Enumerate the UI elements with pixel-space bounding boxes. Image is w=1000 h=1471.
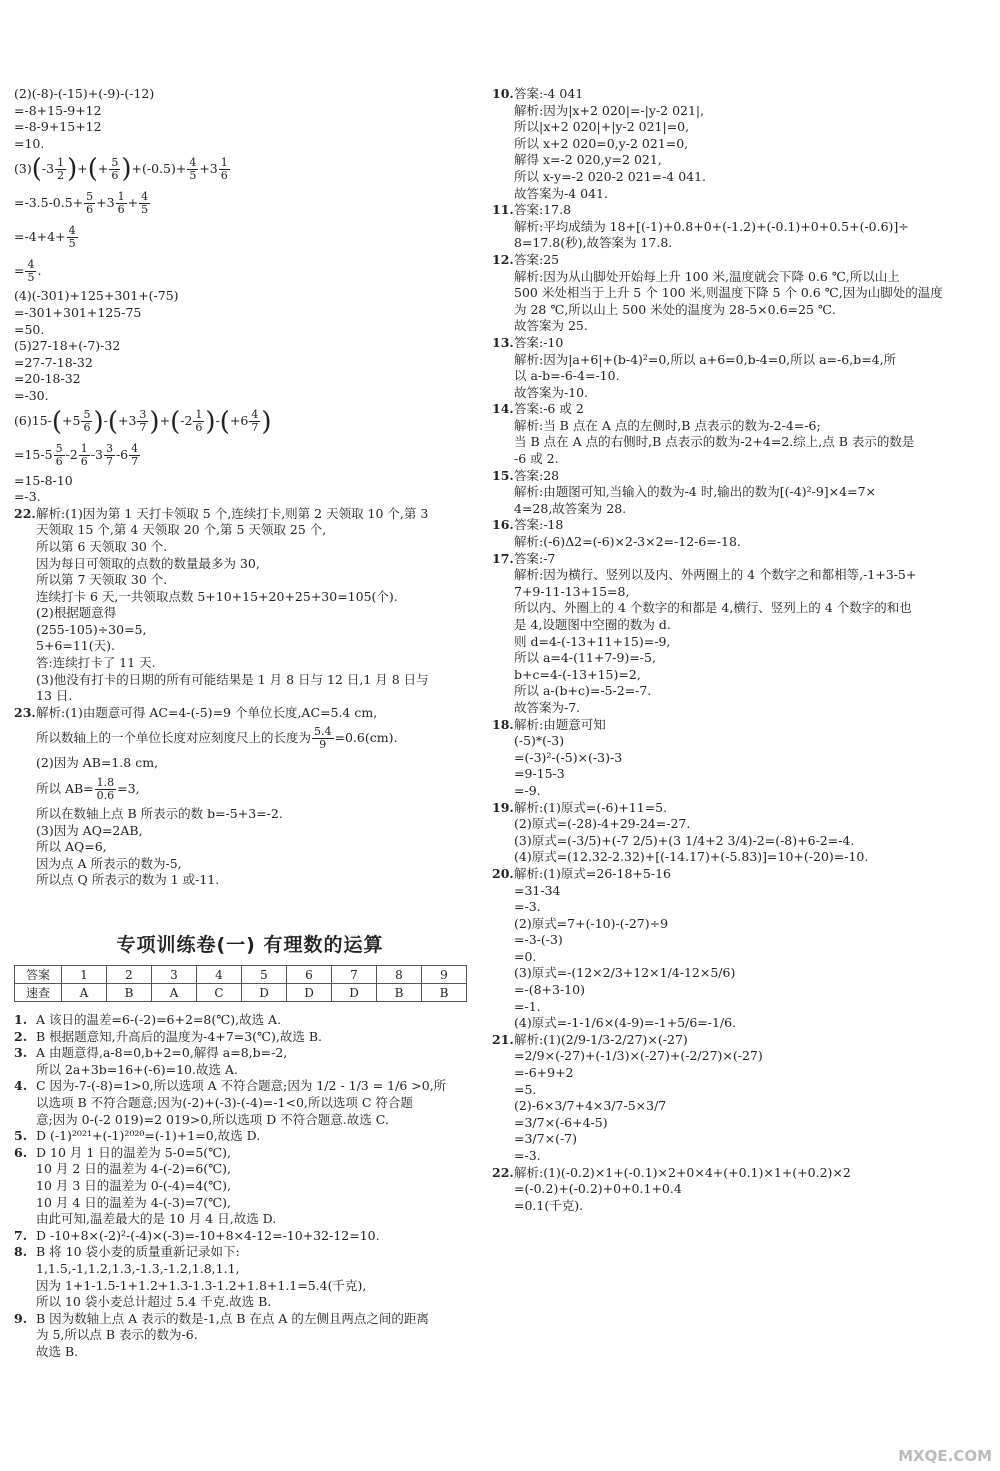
text-line <box>492 916 986 933</box>
watermark: MXQE.COM <box>898 1447 992 1465</box>
solution-line <box>14 1344 484 1361</box>
math-line: 所以数轴上的一个单位长度对应刻度尺上的长度为 $\frac{5.4}{9}$ =0.6(cm). <box>36 724 398 751</box>
text-content: =-1. <box>514 998 541 1014</box>
math-line: 所以 AB= $\frac{1.8}{0.6}$ =3, <box>36 775 140 802</box>
solution-line <box>14 1128 484 1145</box>
table-cell: 1 <box>62 966 107 984</box>
text-line <box>492 899 986 916</box>
text-line <box>492 1148 986 1165</box>
text-content: 所以 x-y=-2 020-2 021=-4 041. <box>514 168 707 184</box>
text-content: 答案:17.8 <box>514 202 572 218</box>
question-number: 6. <box>14 1144 28 1160</box>
text-line <box>492 119 986 136</box>
solution-text: B 根据题意知,升高后的温度为-4+7=3(℃),故选 B. <box>36 1028 323 1044</box>
table-cell: 6 <box>287 966 332 984</box>
text-line <box>492 318 986 335</box>
text-content: b+c=4-(-13+15)=2, <box>514 666 641 682</box>
text-line: (4)(-301)+125+301+(-75) <box>14 288 179 304</box>
table-row <box>15 984 467 1002</box>
answer-table <box>14 965 467 1002</box>
text-line: 所以在数轴上点 B 所表示的数 b=-5+3=-2. <box>36 806 283 822</box>
text-content: 所以 a=4-(11+7-9)=-5, <box>514 650 656 666</box>
question-number: 16. <box>492 517 514 533</box>
text-content: =3/7×(-7) <box>514 1131 577 1147</box>
table-cell: D <box>242 984 287 1002</box>
text-line: 答:连续打卡了 11 天. <box>36 655 156 671</box>
question-21 <box>492 1032 986 1049</box>
text-line: 因为点 A 所表示的数为-5, <box>36 855 182 871</box>
text-line <box>492 667 986 684</box>
table-cell: C <box>197 984 242 1002</box>
solution-line <box>14 1095 484 1112</box>
text-content: 解析:(1)原式=(-6)+11=5. <box>514 799 668 815</box>
solution-line <box>14 1178 484 1195</box>
solution-text: 因为 1+1-1.5-1+1.2+1.3-1.3-1.2+1.8+1.1=5.4(千克), <box>36 1277 367 1293</box>
text-line: 连续打卡 6 天,一共领取点数 5+10+15+20+25+30=105(个). <box>36 588 398 604</box>
text-content: (-5)*(-3) <box>514 733 565 749</box>
text-line: 所以第 6 天领取 30 个. <box>36 538 168 554</box>
table-cell: D <box>287 984 332 1002</box>
text-line: 因为每日可领取的点数的数量最多为 30, <box>36 555 260 571</box>
text-content: =-6+9+2 <box>514 1065 574 1081</box>
text-content: 则 d=4-(-13+11+15)=-9, <box>514 633 671 649</box>
text-content: =-9. <box>514 782 541 798</box>
text-line <box>492 501 986 518</box>
text-line: (2)因为 AB=1.8 cm, <box>36 755 159 771</box>
text-line <box>492 352 986 369</box>
text-line: (3)他没有打卡的日期的所有可能结果是 1 月 8 日与 12 日,1 月 8 日与 <box>36 671 429 687</box>
solution-text: C 因为-7-(-8)=1>0,所以选项 A 不符合题意;因为 1/2 - 1/3 = 1/6 >0,所 <box>36 1078 447 1094</box>
question-number: 18. <box>492 716 514 732</box>
text-line <box>492 849 986 866</box>
solution-line <box>14 1278 484 1295</box>
solution-line <box>14 1311 484 1328</box>
text-line <box>492 617 986 634</box>
text-content: 解析:(1)(2/9-1/3-2/27)×(-27) <box>514 1031 688 1047</box>
text-content: =2/9×(-27)+(-1/3)×(-27)+(-2/27)×(-27) <box>514 1048 763 1064</box>
right-column <box>492 86 986 1214</box>
solution-text: 所以 2a+3b=16+(-6)=10.故选 A. <box>36 1061 238 1077</box>
text-content: 答案:-10 <box>514 334 564 350</box>
solution-line <box>14 1211 484 1228</box>
question-20 <box>492 866 986 883</box>
question-18 <box>492 717 986 734</box>
solution-line <box>14 1145 484 1162</box>
math-text: 所以数轴上的一个单位长度对应刻度尺上的长度为 <box>36 730 312 746</box>
text-line <box>492 1015 986 1032</box>
section-title: 专项训练卷(一) 有理数的运算 <box>116 934 384 956</box>
question-number: 13. <box>492 334 514 350</box>
solution-text: 1,1.5,-1,1.2,1.3,-1.3,-1.2,1.8,1.1, <box>36 1260 240 1276</box>
text-line <box>492 368 986 385</box>
text-content: 解析:(-6)Δ2=(-6)×2-3×2=-12-6=-18. <box>514 534 741 550</box>
text-content: 以 a-b=-6-4=-10. <box>514 368 620 384</box>
table-header: 速查 <box>15 984 62 1002</box>
text-line <box>492 434 986 451</box>
text-content: =(-3)²-(-5)×(-3)-3 <box>514 749 623 765</box>
text-line <box>492 219 986 236</box>
text-content: 答案:-6 或 2 <box>514 401 584 417</box>
math-line: =-3.5-0.5+ $\frac{5}{6}$ +3 $\frac{1}{6}$ + $\frac{4}{5}$ <box>14 189 149 216</box>
text-line <box>492 1098 986 1115</box>
text-line: 所以点 Q 所表示的数为 1 或-11. <box>36 872 220 888</box>
text-content: -6 或 2. <box>514 451 559 467</box>
text-content: 解析:(1)(-0.2)×1+(-0.1)×2+0×4+(+0.1)×1+(+0.2)×2 <box>514 1164 851 1180</box>
text-content: 解析:当 B 点在 A 点的左侧时,B 点表示的数为-2-4=-6; <box>514 417 821 433</box>
solution-line <box>14 1045 484 1062</box>
text-content: 故答案为-7. <box>514 699 581 715</box>
table-cell: 8 <box>377 966 422 984</box>
solution-text: 由此可知,温差最大的是 10 月 4 日,故选 D. <box>36 1211 277 1227</box>
text-content: =0.1(千克). <box>514 1197 584 1213</box>
solution-text: D -10+8×(-2)²-(-4)×(-3)=-10+8×4-12=-10+32-12=10. <box>36 1227 380 1243</box>
text-content: (3)原式=-(12×2/3+12×1/4-12×5/6) <box>514 965 736 981</box>
text-line <box>492 1048 986 1065</box>
text-line <box>492 733 986 750</box>
solution-text: 为 5,所以点 B 表示的数为-6. <box>36 1327 198 1343</box>
text-content: 解析:因为横行、竖列以及内、外两圈上的 4 个数字之和都相等,-1+3-5+ <box>514 567 917 583</box>
question-14 <box>492 401 986 418</box>
question-number: 22. <box>492 1164 514 1180</box>
item-label: (6)15- <box>14 413 52 429</box>
left-column <box>14 86 484 889</box>
solution-line <box>14 1261 484 1278</box>
text-content: 500 米处相当于上升 5 个 100 米,则温度下降 5 个 0.6 ℃,因为山脚处的温度 <box>514 285 943 301</box>
text-line <box>492 949 986 966</box>
text-line: 解析:(1)由题意可得 AC=4-(-5)=9 个单位长度,AC=5.4 cm, <box>36 704 378 720</box>
text-line <box>492 534 986 551</box>
item-label: (3) <box>14 161 32 177</box>
text-line <box>492 982 986 999</box>
text-line: (3)因为 AQ=2AB, <box>36 822 143 838</box>
table-cell: B <box>422 984 467 1002</box>
text-line <box>492 1065 986 1082</box>
text-line <box>492 186 986 203</box>
solution-line <box>14 1161 484 1178</box>
solution-text: A 由题意得,a-8=0,b+2=0,解得 a=8,b=-2, <box>36 1045 288 1061</box>
text-line: (255-105)÷30=5, <box>36 621 147 637</box>
question-22 <box>492 1165 986 1182</box>
table-cell: 2 <box>107 966 152 984</box>
table-header: 答案 <box>15 966 62 984</box>
question-number: 20. <box>492 865 514 881</box>
solution-text: 所以 10 袋小麦总计超过 5.4 千克.故选 B. <box>36 1294 272 1310</box>
question-number: 8. <box>14 1244 28 1260</box>
text-line: 5+6=11(天). <box>36 638 115 654</box>
text-line: =27-7-18-32 <box>14 354 93 370</box>
text-line <box>492 634 986 651</box>
text-content: 故答案为-4 041. <box>514 185 608 201</box>
question-number: 7. <box>14 1227 28 1243</box>
solution-line <box>14 1012 484 1029</box>
text-content: 解析:因为|x+2 020|=-|y-2 021|, <box>514 102 705 118</box>
solution-text: D (-1)²⁰²¹+(-1)²⁰²⁰=(-1)+1=0,故选 D. <box>36 1128 261 1144</box>
text-content: 故答案为 25. <box>514 318 588 334</box>
text-line <box>492 418 986 435</box>
question-10 <box>492 86 986 103</box>
question-number: 5. <box>14 1128 28 1144</box>
solution-text: 意;因为 0-(-2 019)=2 019>0,所以选项 D 不符合题意.故选 C. <box>36 1111 389 1127</box>
solution-line <box>14 1078 484 1095</box>
question-number: 23. <box>14 704 36 720</box>
text-content: =31-34 <box>514 882 561 898</box>
text-line <box>492 584 986 601</box>
text-line: =-301+301+125-75 <box>14 304 142 320</box>
question-17 <box>492 551 986 568</box>
solution-text: B 因为数轴上点 A 表示的数是-1,点 B 在点 A 的左侧且两点之间的距离 <box>36 1310 429 1326</box>
text-line: (5)27-18+(-7)-32 <box>14 338 121 354</box>
text-content: (4)原式=(12.32-2.32)+[(-14.17)+(-5.83)]=10+(-20)=-10. <box>514 849 869 865</box>
question-number: 14. <box>492 401 514 417</box>
text-line <box>492 700 986 717</box>
text-line <box>492 816 986 833</box>
text-line <box>492 766 986 783</box>
solution-text: 以选项 B 不符合题意;因为(-2)+(-3)-(-4)=-1<0,所以选项 C 符合题 <box>36 1094 413 1110</box>
text-line <box>492 302 986 319</box>
text-content: =-(8+3-10) <box>514 982 585 998</box>
table-cell: B <box>107 984 152 1002</box>
text-line <box>492 1115 986 1132</box>
text-line <box>492 285 986 302</box>
question-22 <box>14 506 484 523</box>
math-line: (6)15- ( +5 $\frac{5}{6}$ ) - ( +3 $\frac{3}{7}$ ) + ( -2 $\frac{1}{6}$ ) - ( +6 $\frac{4}{7}$ ) <box>14 406 272 437</box>
table-cell: A <box>62 984 107 1002</box>
text-line: =20-18-32 <box>14 371 81 387</box>
table-cell: 3 <box>152 966 197 984</box>
text-content: =(-0.2)+(-0.2)+0+0.1+0.4 <box>514 1181 682 1197</box>
table-cell: D <box>332 984 377 1002</box>
table-row <box>15 966 467 984</box>
text-content: 所以|x+2 020|+|y-2 021|=0, <box>514 119 690 135</box>
solution-line <box>14 1112 484 1129</box>
solution-text: 10 月 2 日的温差为 4-(-2)=6(℃), <box>36 1161 231 1177</box>
solution-line <box>14 1195 484 1212</box>
text-content: =5. <box>514 1081 537 1097</box>
text-content: 解析:因为从山脚处开始每上升 100 米,温度就会下降 0.6 ℃,所以山上 <box>514 268 900 284</box>
text-content: (2)原式=7+(-10)-(-27)÷9 <box>514 915 669 931</box>
text-line: 解析:(1)因为第 1 天打卡领取 5 个,连续打卡,则第 2 天领取 10 个,第 3 <box>36 505 429 521</box>
question-15 <box>492 468 986 485</box>
solution-text: B 将 10 袋小麦的质量重新记录如下: <box>36 1244 240 1260</box>
question-number: 10. <box>492 86 514 101</box>
text-content: (2)-6×3/7+4×3/7-5×3/7 <box>514 1098 667 1114</box>
question-16 <box>492 517 986 534</box>
text-content: 故答案为-10. <box>514 384 589 400</box>
math-text: 所以 AB= <box>36 780 94 796</box>
text-content: (2)原式=(-28)-4+29-24=-27. <box>514 816 691 832</box>
text-line: =-30. <box>14 387 49 403</box>
solution-line <box>14 1029 484 1046</box>
question-number: 17. <box>492 550 514 566</box>
question-number: 19. <box>492 799 514 815</box>
solution-line <box>14 1244 484 1261</box>
math-line: (3) ( -3 $\frac{1}{2}$ ) + ( + $\frac{5}{6}$ ) +(-0.5)+ $\frac{4}{5}$ +3 $\frac{1}{6}$ <box>14 154 228 185</box>
text-content: 解析:平均成绩为 18+[(-1)+0.8+0+(-1.2)+(-0.1)+0+0.5+(-0.6)]÷ <box>514 218 909 234</box>
text-content: =3/7×(-6+4-5) <box>514 1114 608 1130</box>
solution-line <box>14 1062 484 1079</box>
text-line <box>492 783 986 800</box>
text-line <box>492 833 986 850</box>
question-number: 12. <box>492 251 514 267</box>
text-line <box>492 1131 986 1148</box>
table-cell: 7 <box>332 966 377 984</box>
text-content: (4)原式=-1-1/6×(4-9)=-1+5/6=-1/6. <box>514 1015 737 1031</box>
text-line: =-8-9+15+12 <box>14 119 102 135</box>
text-line <box>492 567 986 584</box>
text-content: 所以 a-(b+c)=-5-2=-7. <box>514 683 652 699</box>
text-line <box>492 136 986 153</box>
question-number: 3. <box>14 1045 28 1061</box>
math-text: =-4+4+ <box>14 229 66 245</box>
question-number: 21. <box>492 1031 514 1047</box>
text-content: 7+9-11-13+15=8, <box>514 583 630 599</box>
text-content: 是 4,设题图中空圈的数为 d. <box>514 617 671 632</box>
text-line: 13 日. <box>36 688 73 704</box>
text-line: =50. <box>14 321 45 337</box>
text-line <box>492 932 986 949</box>
text-line: 所以 AQ=6, <box>36 839 107 855</box>
math-text: = <box>14 263 25 279</box>
question-number: 15. <box>492 467 514 483</box>
text-line: (2)(-8)-(-15)+(-9)-(-12) <box>14 86 155 101</box>
text-content: 答案:-18 <box>514 517 564 533</box>
solution-text: 故选 B. <box>36 1343 79 1359</box>
text-line <box>492 451 986 468</box>
question-13 <box>492 335 986 352</box>
text-content: 解得 x=-2 020,y=2 021, <box>514 152 662 168</box>
text-content: =0. <box>514 948 537 964</box>
question-number: 22. <box>14 505 36 521</box>
table-cell: 4 <box>197 966 242 984</box>
table-cell: 9 <box>422 966 467 984</box>
text-content: 答案:-4 041 <box>514 86 584 101</box>
question-number: 4. <box>14 1078 28 1094</box>
question-number: 11. <box>492 202 514 218</box>
solution-text: D 10 月 1 日的温差为 5-0=5(℃), <box>36 1144 232 1160</box>
text-line <box>492 883 986 900</box>
math-line: =15-5 $\frac{5}{6}$ -2 $\frac{1}{6}$ -3 $\frac{3}{7}$ -6 $\frac{4}{7}$ <box>14 442 139 469</box>
table-cell: B <box>377 984 422 1002</box>
text-content: 4=28,故答案为 28. <box>514 500 627 516</box>
text-line <box>492 152 986 169</box>
multiple-choice-solutions <box>14 1012 484 1360</box>
solution-line <box>14 1294 484 1311</box>
text-line <box>492 999 986 1016</box>
text-line: =-8+15-9+12 <box>14 102 102 118</box>
text-line <box>492 1198 986 1215</box>
text-line: 所以第 7 天领取 30 个. <box>36 572 168 588</box>
math-line: =-4+4+ $\frac{4}{5}$ <box>14 223 76 250</box>
text-line <box>492 103 986 120</box>
text-content: 解析:由题图可知,当输入的数为-4 时,输出的数为[(-4)²-9]×4=7× <box>514 484 877 500</box>
question-number: 2. <box>14 1028 28 1044</box>
text-content: (3)原式=(-3/5)+(-7 2/5)+(3 1/4+2 3/4)-2=(-8)+6-2=-4. <box>514 832 855 848</box>
text-content: 答案:-7 <box>514 550 556 566</box>
text-content: 8=17.8(秒),故答案为 17.8. <box>514 235 673 251</box>
text-line: =10. <box>14 135 45 151</box>
text-line <box>492 269 986 286</box>
text-line <box>492 683 986 700</box>
question-number: 1. <box>14 1012 28 1027</box>
text-line <box>492 600 986 617</box>
text-line <box>492 484 986 501</box>
question-number: 9. <box>14 1310 28 1326</box>
solution-text: 10 月 4 日的温差为 4-(-3)=7(℃), <box>36 1194 231 1210</box>
text-content: 所以内、外圈上的 4 个数字的和都是 4,横行、竖列上的 4 个数字的和也 <box>514 600 912 616</box>
text-line <box>492 235 986 252</box>
text-content: =-3. <box>514 899 541 915</box>
math-line: = $\frac{4}{5}$ . <box>14 257 42 284</box>
text-content: 解析:由题意可知 <box>514 716 606 732</box>
text-line <box>492 650 986 667</box>
text-line: 天领取 15 个,第 4 天领取 20 个,第 5 天领取 25 个, <box>36 522 327 538</box>
solution-line <box>14 1228 484 1245</box>
text-line <box>492 1181 986 1198</box>
text-content: 解析:因为|a+6|+(b-4)²=0,所以 a+6=0,b-4=0,所以 a=-6,b=4,所 <box>514 351 897 367</box>
text-content: 解析:(1)原式=26-18+5-16 <box>514 865 671 881</box>
question-11 <box>492 202 986 219</box>
text-line: =-3. <box>14 489 41 505</box>
question-12 <box>492 252 986 269</box>
text-content: =-3. <box>514 1148 541 1163</box>
table-cell: 5 <box>242 966 287 984</box>
text-content: =9-15-3 <box>514 766 565 782</box>
text-content: 答案:28 <box>514 467 560 483</box>
text-content: 为 28 ℃,所以山上 500 米处的温度为 28-5×0.6=25 ℃. <box>514 301 836 317</box>
text-line <box>492 1082 986 1099</box>
question-19 <box>492 800 986 817</box>
text-line <box>492 385 986 402</box>
text-line <box>492 750 986 767</box>
text-line: (2)根据题意得 <box>36 605 117 621</box>
text-line: =15-8-10 <box>14 472 73 488</box>
solution-text: A 该日的温差=6-(-2)=6+2=8(℃),故选 A. <box>36 1012 282 1027</box>
text-line <box>492 965 986 982</box>
text-content: =-3-(-3) <box>514 932 563 948</box>
text-content: 所以 x+2 020=0,y-2 021=0, <box>514 135 689 151</box>
text-line <box>492 169 986 186</box>
solution-text: 10 月 3 日的温差为 0-(-4)=4(℃), <box>36 1177 231 1193</box>
solution-line <box>14 1327 484 1344</box>
text-content: 当 B 点在 A 点的右侧时,B 点表示的数为-2+4=2.综上,点 B 表示的数是 <box>514 434 915 450</box>
text-content: 答案:25 <box>514 251 560 267</box>
table-cell: A <box>152 984 197 1002</box>
question-23 <box>14 705 484 722</box>
